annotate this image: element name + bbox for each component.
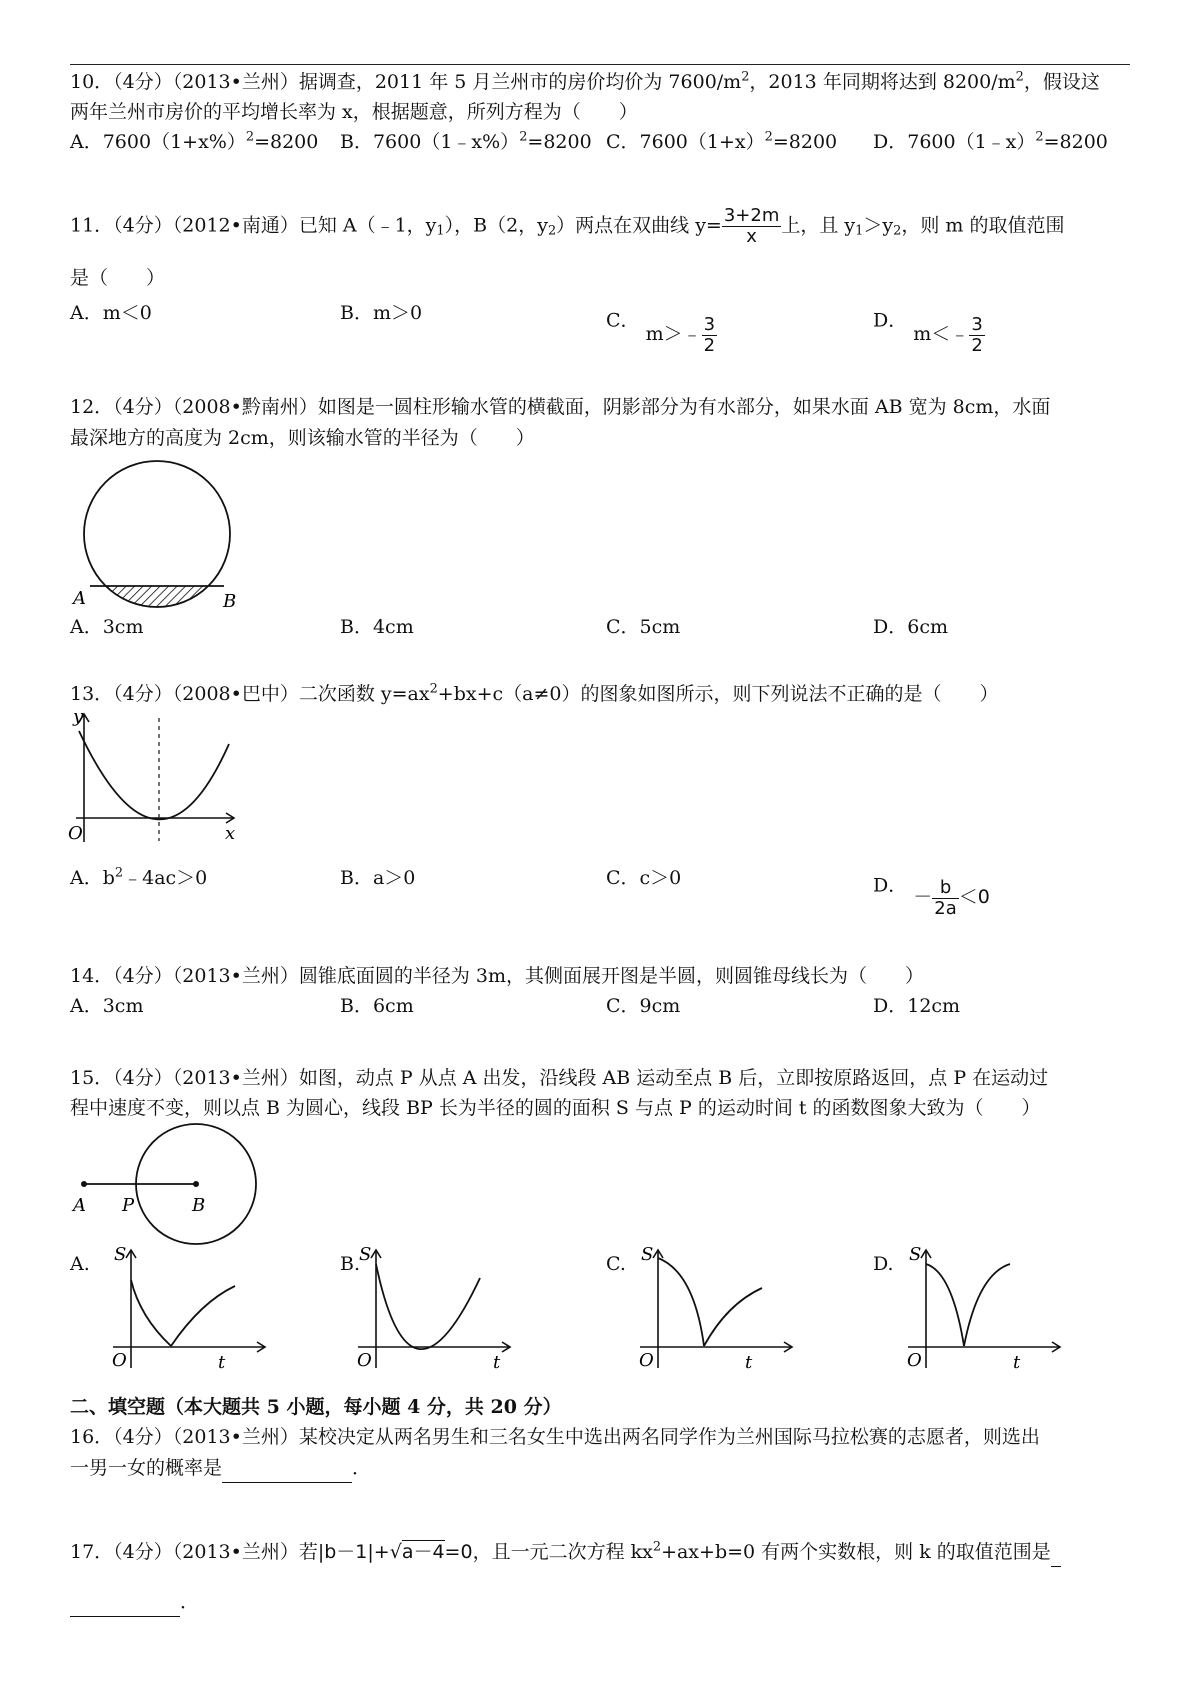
q11-option-c[interactable]: C． m＞﹣ $\frac{3}{2}$ [606, 309, 716, 356]
q16-answer-blank[interactable] [222, 1456, 352, 1483]
q13-option-c[interactable]: C．c＞0 [606, 867, 682, 889]
q10-stem-line1: 10．（4分）（2013•兰州）据调查，2011 年 5 月兰州市的房价均价为 $7600/m^2$，2013 年同期将达到 $8200/m^2$，假设这 [70, 69, 1100, 93]
q14-option-c[interactable]: C．9cm [606, 995, 681, 1017]
svg-text:S: S [359, 1244, 372, 1265]
q12-stem-line2: 最深地方的高度为 2cm，则该输水管的半径为（ ） [70, 427, 535, 449]
q12-pipe-figure [70, 455, 240, 615]
q12-stem-line1: 12．（4分）（2008•黔南州）如图是一圆柱形输水管的横截面，阴影部分为有水部分，如果水面 AB 宽为 8cm，水面 [70, 396, 1051, 418]
q10-option-b[interactable]: B．7600（1﹣x%）$^2$=8200 [340, 129, 592, 153]
q11-option-a[interactable]: A．m＜0 [70, 302, 152, 324]
q15-option-b-graph [350, 1242, 520, 1372]
q15-option-d[interactable]: D. [873, 1253, 894, 1275]
svg-text:O: O [639, 1350, 654, 1371]
q11-fraction: $\frac{3+2m}{x}$ [723, 205, 780, 247]
q12-option-d[interactable]: D．6cm [873, 616, 948, 638]
q11-option-b[interactable]: B．m＞0 [340, 302, 423, 324]
q15-stem-line1: 15．（4分）（2013•兰州）如图，动点 P 从点 A 出发，沿线段 AB 运动至点 B 后，立即按原路返回，点 P 在运动过 [70, 1067, 1049, 1089]
q13-option-b[interactable]: B．a＞0 [340, 867, 416, 889]
svg-text:S: S [909, 1244, 922, 1265]
svg-text:t: t [1013, 1352, 1021, 1372]
point-b-dot [193, 1181, 199, 1187]
svg-text:S: S [641, 1244, 654, 1265]
abs-expression: |b－1| [317, 1541, 374, 1563]
q15-option-a[interactable]: A. [70, 1253, 90, 1275]
section-2-heading: 二、填空题（本大题共 5 小题，每小题 4 分，共 20 分） [70, 1396, 562, 1418]
pipe-circle [84, 461, 230, 607]
top-rule [70, 64, 1130, 65]
q15-option-c[interactable]: C. [606, 1253, 626, 1275]
water-region [80, 586, 240, 615]
point-label-b: B [223, 591, 237, 612]
parabola-curve [79, 731, 229, 819]
axis-label-y: y [73, 706, 84, 727]
q13-parabola-figure [66, 706, 246, 846]
q10-stem-line2: 两年兰州市房价的平均增长率为 x，根据题意，所列方程为（ ） [70, 101, 638, 123]
q17-answer-blank[interactable] [70, 1590, 180, 1617]
q12-option-b[interactable]: B．4cm [340, 616, 414, 638]
q15-stem-line2: 程中速度不变，则以点 B 为圆心，线段 BP 长为半径的圆的面积 S 与点 P 的运动时间 t 的函数图象大致为（ ） [70, 1097, 1041, 1119]
q11-option-d[interactable]: D． m＜﹣ $\frac{3}{2}$ [873, 309, 983, 356]
q13-stem-line: 13．（4分）（2008•巴中）二次函数 $y=ax^2+bx+c(a\ne 0)$的图象如图所示，则下列说法不正确的是（ ） [70, 681, 999, 705]
svg-text:O: O [112, 1350, 127, 1371]
q14-option-b[interactable]: B．6cm [340, 995, 414, 1017]
q15-option-c-graph [632, 1242, 802, 1372]
q13-option-d[interactable]: D． － $\frac{b}{2a}$ ＜0 [873, 874, 990, 919]
point-label-a: A [73, 588, 86, 609]
sqrt-expression: √a－4 [389, 1541, 445, 1563]
axis-label-x: x [225, 823, 236, 844]
svg-text:S: S [114, 1244, 127, 1265]
q10-option-a[interactable]: A．$7600(1+x\%)^2=8200$ [70, 129, 319, 153]
svg-text:t: t [218, 1352, 226, 1372]
q10-option-c[interactable]: C．$7600(1+x)^2=8200$ [606, 129, 838, 153]
q15-option-b[interactable]: B. [340, 1253, 361, 1275]
q11-stem-line1: 11．（4分）（2012•南通）已知 A（﹣1，$y_1$），B（2，$y_2$）两点在双曲线 y= $\frac{3+2m}{x}$ 上，且 $y_1>y_2$，则 m 的取值范围 [70, 205, 1065, 247]
origin-label: O [68, 823, 83, 844]
q14-option-a[interactable]: A．3cm [70, 995, 144, 1017]
q17-answer-blank-start[interactable] [1051, 1540, 1061, 1567]
q17-stem-line2: ． [70, 1590, 199, 1617]
svg-text:O: O [907, 1350, 922, 1371]
q17-stem-line1: 17．（4分）（2013•兰州）若|b－1|+√a－4=0，且一元二次方程 $kx^2+ax+b=0$ 有两个实数根，则 k 的取值范围是 [70, 1540, 1061, 1567]
q11-stem-line2: 是（ ） [70, 267, 166, 289]
q15-segment-figure [70, 1118, 270, 1258]
q16-stem-line2: 一男一女的概率是 ． [70, 1456, 371, 1483]
q12-option-a[interactable]: A．3cm [70, 616, 144, 638]
point-label-p: P [122, 1195, 135, 1216]
svg-text:O: O [357, 1350, 372, 1371]
q15-option-d-graph [900, 1242, 1070, 1372]
q14-stem-line: 14．（4分）（2013•兰州）圆锥底面圆的半径为 3m，其侧面展开图是半圆，则圆锥母线长为（ ） [70, 965, 924, 987]
point-label-b: B [192, 1195, 206, 1216]
svg-text:t: t [745, 1352, 753, 1372]
q15-option-a-graph [105, 1242, 275, 1372]
q16-stem-line1: 16．（4分）（2013•兰州）某校决定从两名男生和三名女生中选出两名同学作为兰州国际马拉松赛的志愿者，则选出 [70, 1426, 1040, 1448]
q14-option-d[interactable]: D．12cm [873, 995, 961, 1017]
q12-option-c[interactable]: C．5cm [606, 616, 681, 638]
point-a-dot [81, 1181, 87, 1187]
q10-option-d[interactable]: D．7600（1﹣x）$^2$=8200 [873, 129, 1108, 153]
q13-option-a[interactable]: A．$b^2﹣4ac>0$ [70, 865, 208, 889]
point-label-a: A [73, 1195, 86, 1216]
svg-text:t: t [493, 1352, 501, 1372]
